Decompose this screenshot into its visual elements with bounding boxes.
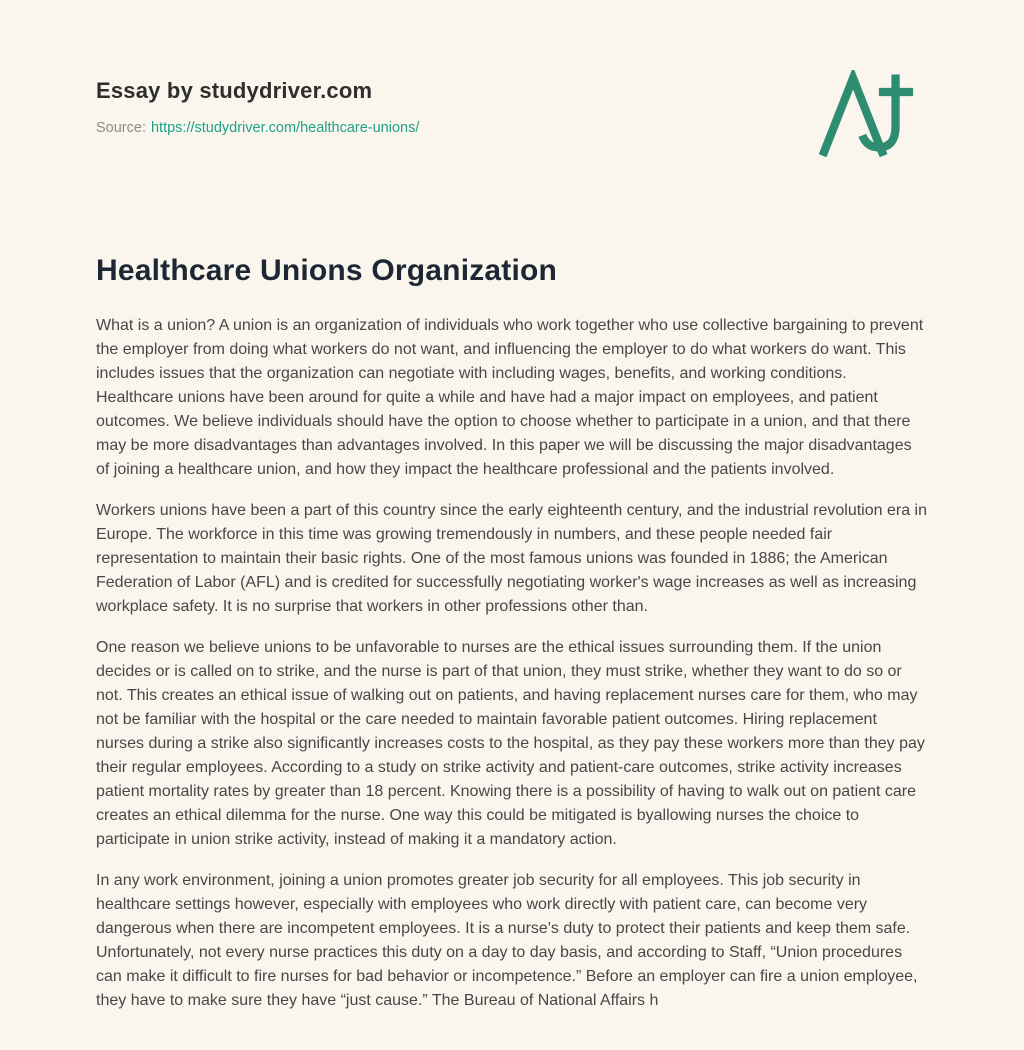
studydriver-logo-icon xyxy=(818,70,914,162)
essay-paragraph-3: One reason we believe unions to be unfavorable to nurses are the ethical issues surrounding them. If the union decides or is called on to strike, and the nurse is part of that union, they must strike, whether they want to do so or not. This creates an ethical issue of walking out on patients, and having replacement nurses care for them, who may not be familiar with the hospital or the care needed to maintain favorable patient outcomes. Hiring replacement nurses during a strike also significantly increases costs to the hospital, as they pay these workers more than they pay their regular employees. According to a study on strike activity and patient-care outcomes, strike activity increases patient mortality rates by greater than 18 percent. Knowing there is a possibility of having to walk out on patient care creates an ethical dilemma for the nurse. One way this could be mitigated is byallowing nurses the choice to participate in union strike activity, instead of making it a mandatory action. xyxy=(96,639,925,848)
essay-paragraph-2: Workers unions have been a part of this country since the early eighteenth century, and the industrial revolution era in Europe. The workforce in this time was growing tremendously in numbers, and these people needed fair representation to maintain their basic rights. One of the most famous unions was founded in 1886; the American Federation of Labor (AFL) and is credited for successfully negotiating worker's wage increases as well as increasing workplace safety. It is no surprise that workers in other professions other than. xyxy=(96,502,927,615)
essay-byline: Essay by studydriver.com xyxy=(96,78,373,103)
essay-title: Healthcare Unions Organization xyxy=(96,254,558,287)
source-url-link[interactable]: https://studydriver.com/healthcare-unions/ xyxy=(150,120,420,136)
source-label: Source: xyxy=(96,120,146,136)
essay-paragraph-1: What is a union? A union is an organization of individuals who work together who use collective bargaining to prevent the employer from doing what workers do not want, and influencing the employer to do what workers do want. This includes issues that the organization can negotiate with including wages, benefits, and working conditions. Healthcare unions have been around for quite a while and have had a major impact on employees, and patient outcomes. We believe individuals should have the option to choose whether to participate in a union, and that there may be more disadvantages than advantages involved. In this paper we will be discussing the major disadvantages of joining a healthcare union, and how they impact the healthcare professional and the patients involved. xyxy=(96,317,924,478)
essay-paragraph-4: In any work environment, joining a union promotes greater job security for all employees. This job security in healthcare settings however, especially with employees who work directly with patient care, can become very dangerous when there are incompetent employees. It is a nurse's duty to protect their patients and keep them safe. Unfortunately, not every nurse practices this duty on a day to day basis, and according to Staff, “Union procedures can make it difficult to fire nurses for bad behavior or incompetence.” Before an employer can fire a union employee, they have to make sure they have “just cause.” The Bureau of National Affairs h xyxy=(96,872,918,1009)
essay-header xyxy=(96,78,928,136)
source-line xyxy=(96,120,928,136)
studydriver-logo xyxy=(818,70,914,162)
essay-body xyxy=(96,254,928,1013)
